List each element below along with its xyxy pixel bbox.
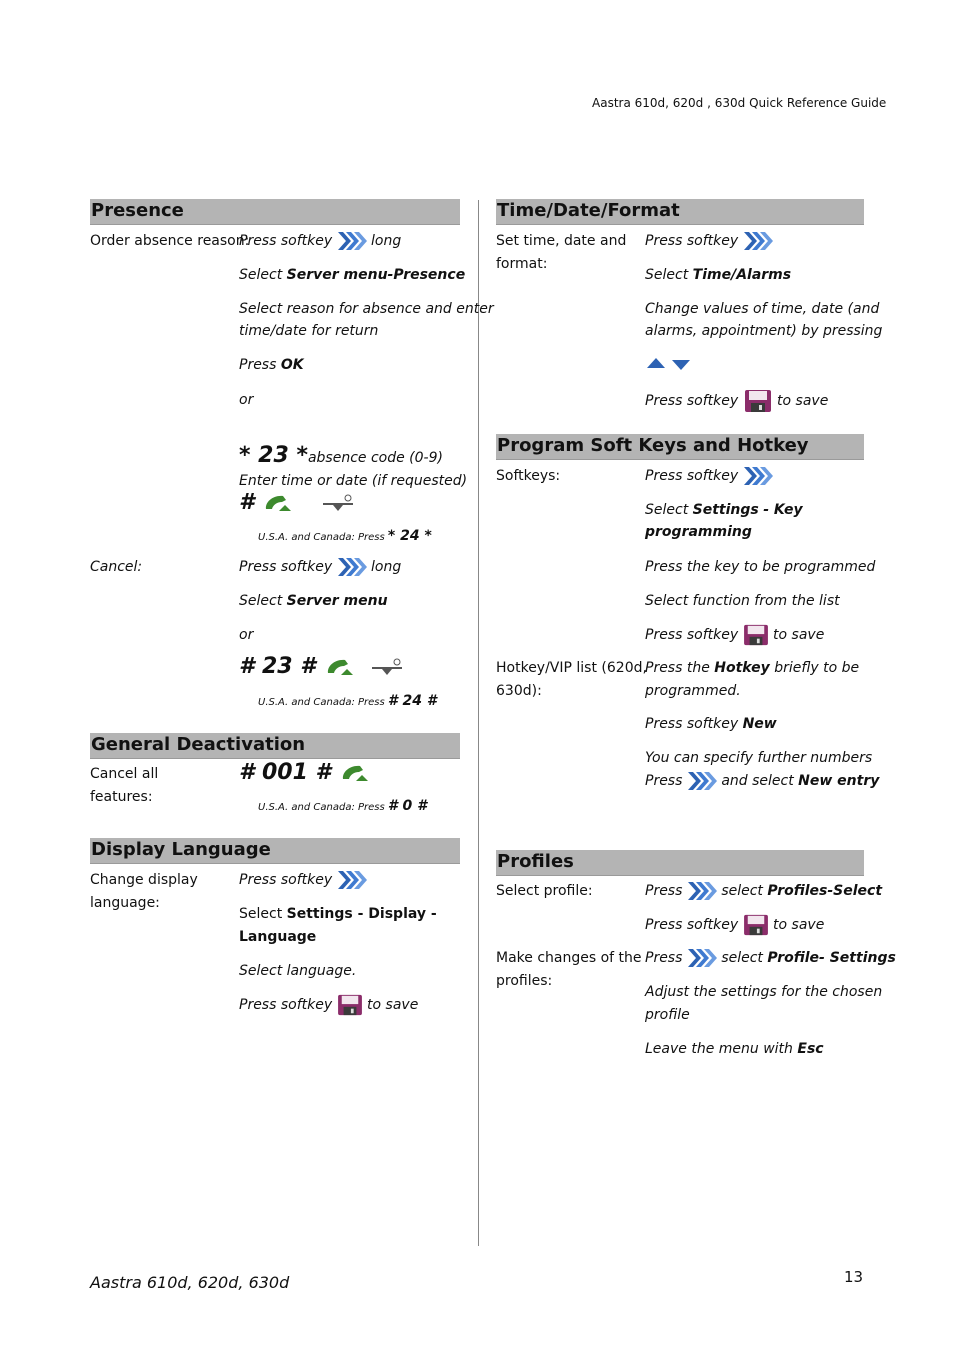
instruction: Language (239, 929, 317, 945)
instruction: Select language. (239, 963, 357, 979)
instruction: Press softkey to save (645, 914, 824, 937)
make-changes-label: Make changes of the (496, 950, 642, 966)
make-changes-label: profiles: (496, 973, 553, 989)
instruction: Press softkey (645, 465, 773, 488)
instruction: Select reason for absence and enter (239, 301, 494, 317)
order-absence-label: Order absence reason: (90, 233, 250, 249)
instruction: Press softkey New (645, 716, 777, 732)
instruction: Select Time/Alarms (645, 267, 792, 283)
section-title: Display Language (91, 839, 271, 860)
instruction: Press OK (239, 357, 304, 373)
section-display-language (90, 838, 460, 864)
usa-note: U.S.A. and Canada: Press # 24 # (258, 693, 437, 709)
hash-line: # (239, 490, 355, 515)
menu-chevrons-icon (687, 947, 717, 969)
instruction: Leave the menu with Esc (645, 1041, 824, 1057)
instruction: Change values of time, date (and (645, 301, 880, 317)
hotkey-label: 630d): (496, 683, 542, 699)
page-number: 13 (844, 1268, 864, 1286)
instruction: Press and select New entry (645, 770, 879, 793)
change-language-label: Change display (90, 872, 198, 888)
offhook-handset-icon (325, 657, 355, 677)
hotkey-label: Hotkey/VIP list (620d, (496, 660, 647, 676)
offhook-handset-icon (340, 763, 370, 783)
instruction: Press the key to be programmed (645, 559, 876, 575)
onhook-handset-icon (321, 493, 355, 513)
offhook-handset-icon (263, 493, 293, 513)
footer-model: Aastra 610d, 620d, 630d (90, 1273, 290, 1292)
page-header: Aastra 610d, 620d , 630d Quick Reference Guide (592, 96, 887, 110)
instruction: Select Server menu-Presence (239, 267, 466, 283)
instruction: Press softkey to save (645, 389, 828, 413)
select-profile-label: Select profile: (496, 883, 593, 899)
arrow-up-icon (647, 358, 665, 368)
save-floppy-icon (337, 994, 363, 1016)
menu-chevrons-icon (687, 880, 717, 902)
or-text: or (239, 627, 254, 643)
save-floppy-icon (743, 624, 769, 646)
menu-chevrons-icon (337, 230, 367, 252)
instruction: profile (645, 1007, 690, 1023)
instruction: Press softkey (239, 869, 367, 892)
deactivation-code-line: # 001 # (239, 760, 370, 785)
usa-note: U.S.A. and Canada: Press # 0 # (258, 798, 427, 814)
instruction: Press softkey long (239, 230, 401, 253)
section-title: Program Soft Keys and Hotkey (497, 435, 809, 456)
cancel-code-line: # 23 # (239, 654, 404, 679)
section-title: General Deactivation (91, 734, 306, 755)
instruction: Press select Profile- Settings (645, 947, 896, 970)
save-floppy-icon (743, 914, 769, 936)
absence-code-line: * 23 *absence code (0-9) (239, 443, 443, 468)
or-text: or (239, 392, 254, 408)
instruction: Select Settings - Display - (239, 906, 437, 922)
instruction: Select function from the list (645, 593, 840, 609)
instruction: Press softkey to save (645, 624, 824, 647)
column-divider (478, 200, 479, 1246)
instruction: time/date for return (239, 323, 379, 339)
save-floppy-icon (743, 389, 773, 413)
section-time-date-format (496, 199, 864, 225)
instruction: programming (645, 524, 752, 540)
usa-note: U.S.A. and Canada: Press * 24 * (258, 528, 432, 544)
section-general-deactivation (90, 733, 460, 759)
instruction: Adjust the settings for the chosen (645, 984, 883, 1000)
instruction: Enter time or date (if requested) (239, 473, 468, 489)
section-program-soft-keys (496, 434, 864, 460)
menu-chevrons-icon (337, 556, 367, 578)
section-title: Profiles (497, 851, 574, 872)
instruction: Press select Profiles-Select (645, 880, 882, 903)
set-time-label: format: (496, 256, 548, 272)
change-language-label: language: (90, 895, 160, 911)
onhook-handset-icon (370, 657, 404, 677)
instruction: Press softkey to save (239, 994, 418, 1017)
softkeys-label: Softkeys: (496, 468, 561, 484)
cancel-all-label: features: (90, 789, 153, 805)
instruction: Press softkey (645, 230, 773, 253)
instruction: Select Settings - Key (645, 502, 803, 518)
menu-chevrons-icon (337, 869, 367, 891)
instruction: programmed. (645, 683, 741, 699)
instruction: Press softkey long (239, 556, 401, 579)
section-presence (90, 199, 460, 225)
arrow-down-icon (672, 360, 690, 370)
instruction: alarms, appointment) by pressing (645, 323, 883, 339)
cancel-all-label: Cancel all (90, 766, 159, 782)
instruction: Press the Hotkey briefly to be (645, 660, 860, 676)
instruction: You can specify further numbers (645, 750, 873, 766)
menu-chevrons-icon (743, 465, 773, 487)
menu-chevrons-icon (743, 230, 773, 252)
arrow-keys (645, 354, 693, 376)
section-profiles (496, 850, 864, 876)
section-title: Time/Date/Format (497, 200, 680, 221)
menu-chevrons-icon (687, 770, 717, 792)
cancel-label: Cancel: (90, 559, 143, 575)
instruction: Select Server menu (239, 593, 388, 609)
set-time-label: Set time, date and (496, 233, 627, 249)
section-title: Presence (91, 200, 184, 221)
